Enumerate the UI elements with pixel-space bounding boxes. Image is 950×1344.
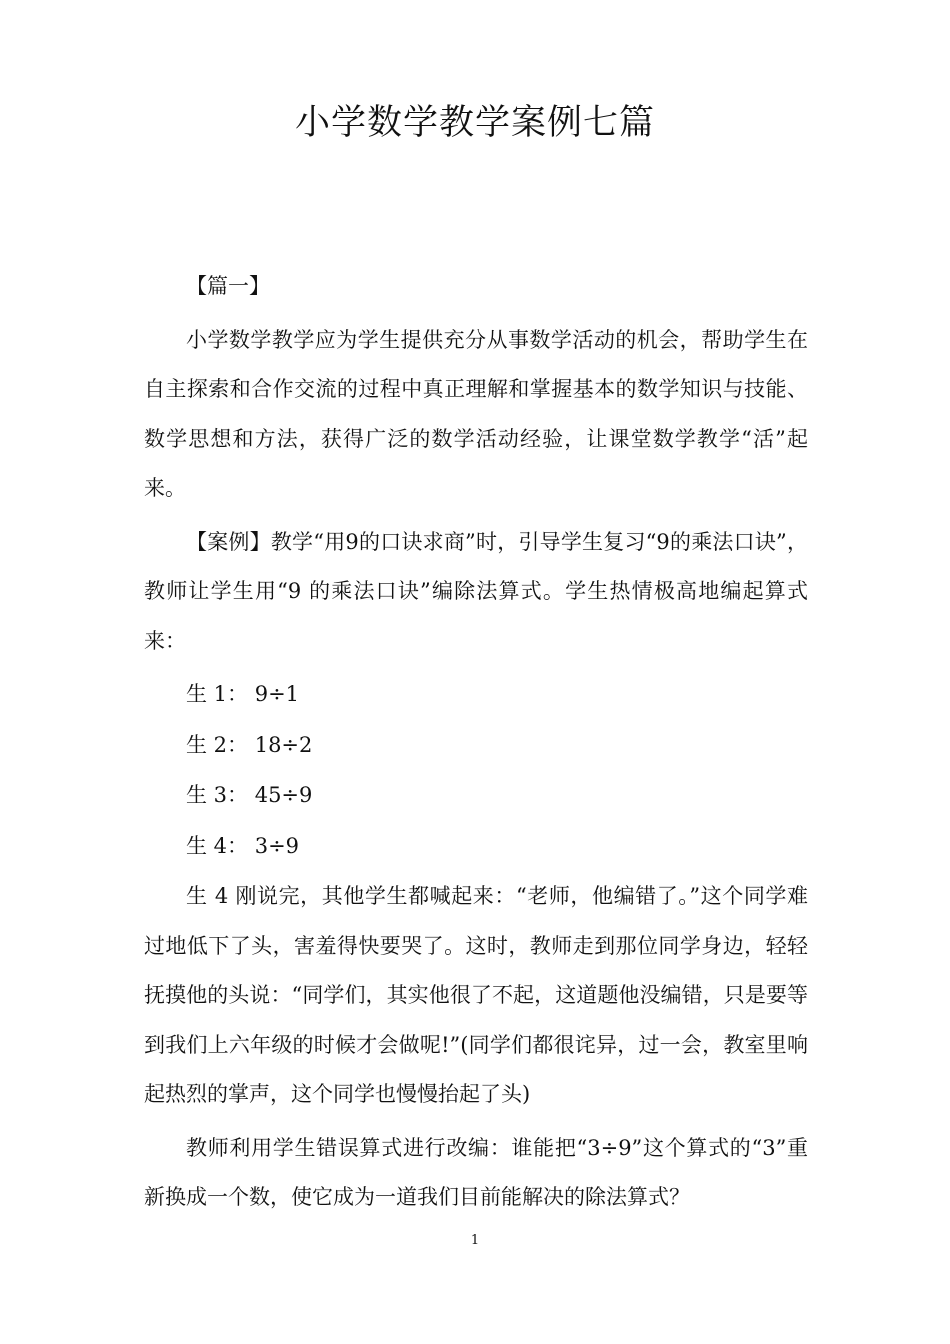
student-equation-1: 生 1： 9÷1: [186, 682, 300, 706]
paragraph-story: 生 4 刚说完，其他学生都喊起来：“老师，他编错了。”这个同学难过地低下了头，害羞得快要哭了。这时，教师走到那位同学身边，轻轻抚摸他的头说：“同学们，其实他很了不起，这道题他没编错，只是要等到我们上六年级的时候才会做呢!”(同学们都很诧异，过一会，教室里响起热烈的掌声，这个同学也慢慢抬起了头): [144, 884, 808, 1106]
student-equation-2: 生 2： 18÷2: [186, 732, 313, 757]
page-number: 1: [470, 1233, 480, 1248]
section-heading: 【篇一】: [186, 274, 270, 298]
paragraph-intro: 小学数学教学应为学生提供充分从事数学活动的机会，帮助学生在自主探索和合作交流的过程中真正理解和掌握基本的数学知识与技能、数学思想和方法，获得广泛的数学活动经验，让课堂数学教学“活”起来。: [144, 327, 808, 500]
student-equation-3: 生 3： 45÷9: [186, 783, 313, 807]
student-equation-4: 生 4： 3÷9: [186, 833, 300, 858]
paragraph-rewrite: 教师利用学生错误算式进行改编：谁能把“3÷9”这个算式的“3”重新换成一个数，使它成为一道我们目前能解决的除法算式？: [144, 1135, 808, 1209]
page-title: 小学数学教学案例七篇: [294, 103, 655, 143]
paragraph-case: 【案例】教学“用9的口诀求商”时，引导学生复习“9的乘法口诀”，教师让学生用“9 的乘法口诀”编除法算式。学生热情极高地编起算式来：: [144, 529, 808, 653]
document-body: [144, 262, 808, 1227]
